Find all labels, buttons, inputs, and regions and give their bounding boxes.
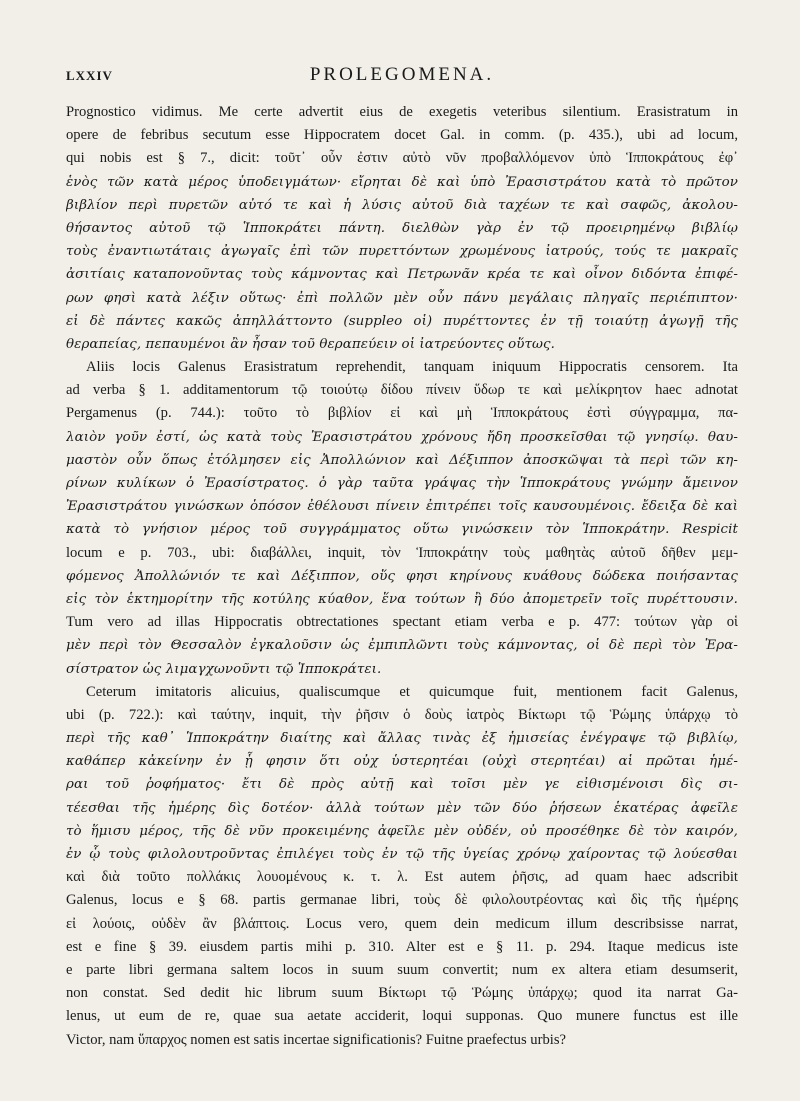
text-line: lenus, ut eum de re, quae sua aetate acciderit, loqui supponas. Quo munere functus est ille xyxy=(66,1008,738,1025)
text-line: ad verba § 1. additamentorum τῷ τοιούτῳ δίδου πίνειν ὕδωρ τε καὶ μελίκρητον haec adnotat xyxy=(66,382,738,399)
body-text xyxy=(66,101,738,1052)
text-line: εἰ δὲ πάντες κακῶς ἀπηλλάττοντο (suppleo οἱ) πυρέττοντες ἐν τῇ τοιαύτῃ ἀγωγῇ τῆς xyxy=(66,313,738,329)
text-line: τὸ ἥμισυ μέρος, τῆς δὲ νῦν προκειμένης ἀφεῖλε μὲν οὐδέν, οὐ προσέθηκε δὲ τὸν καιρόν, xyxy=(66,823,738,839)
text-line: βιβλίον περὶ πυρετῶν αὐτό τε καὶ ἡ λύσις αὐτοῦ διὰ ταχέων τε καὶ σαφῶς, ἀκολου- xyxy=(66,197,738,213)
text-line: ἀσιτίαις καταπονοῦντας τοὺς κάμνοντας καὶ Πετρωνᾶν κρέα τε καὶ οἶνον διδόντα ἐπιφέ- xyxy=(66,267,738,283)
text-line: est e fine § 39. eiusdem partis mihi p. 310. Alter est e § 11. p. 294. Itaque medicus iste xyxy=(66,938,738,955)
text-line: ρίνων κυλίκων ὁ Ἐρασίστρατος. ὁ γὰρ ταῦτα γράψας τὴν Ἱπποκράτους γνώμην ἄμεινον xyxy=(66,476,738,491)
text-line: Tum vero ad illas Hippocratis obtrectationes spectant etiam verba e p. 477: τούτων γὰρ οἱ xyxy=(66,614,738,631)
text-line: θήσαντος αὐτοῦ τῷ Ἱπποκράτει πάντη. διελθὼν γὰρ ἐν τῷ προειρημένῳ βιβλίῳ xyxy=(66,220,738,236)
text-line: non constat. Sed dedit hic librum suum Βίκτωρι τῷ Ῥώμης ὑπάρχῳ; quod ita narrat Ga- xyxy=(66,985,738,1002)
text-line: ἐν ᾧ τοὺς φιλολουτροῦντας ἐπιλέγει τοὺς ἐν τῷ τῆς ὑγείας χρόνῳ χαίροντας τῷ λούεσθαι xyxy=(66,847,738,862)
text-line: εἰς τὸν ἑκτημορίτην τῆς κοτύλης κύαθον, ἕνα τούτων ἢ δύο ἀπομετρεῖν τοῖς πυρέττουσιν. xyxy=(66,591,738,607)
text-line: Aliis locis Galenus Erasistratum reprehendit, tanquam iniquum Hippocratis censorem. Ita xyxy=(86,359,738,376)
text-line: ρων φησὶ κατὰ λέξιν οὕτως· ἐπὶ πολλῶν μὲν οὖν πάνυ μεγάλαις πληγαῖς περιέπιπτον· xyxy=(66,290,738,306)
text-line: κατὰ τὸ γνήσιον μέρος τοῦ συγγράμματος οὕτω γινώσκειν τὸν Ἱπποκράτην. Respicit xyxy=(66,522,738,538)
text-line: Victor, nam ὕπαρχος nomen est satis incertae significationis? Fuitne praefectus urbis? xyxy=(66,1031,566,1048)
text-line: καθάπερ κἀκείνην ἐν ᾗ φησιν ὅτι οὐχ ὑστερητέαι (οὐχὶ στερητέαι) αἱ πρῶται ἡμέ- xyxy=(66,754,738,770)
text-line: φόμενος Ἀπολλώνιόν τε καὶ Δέξιππον, οὕς φησι κηρίνους κυάθους δώδεκα ποιήσαντας xyxy=(66,568,738,584)
text-line: qui nobis est § 7., dicit: τοῦτ᾽ οὖν ἐστιν αὐτὸ νῦν προβαλλόμενον ὑπὸ Ἱπποκράτους ἐφ᾽ xyxy=(66,150,738,167)
page-title: PROLEGOMENA. xyxy=(309,64,495,85)
text-line: τέεσθαι τῆς ἡμέρης δὶς δοτέον· ἀλλὰ τούτων μὲν τῶν δύο ῥήσεων ἑκατέρας ἀφεῖλε xyxy=(66,800,738,816)
text-line: περὶ τῆς καθ᾽ Ἱπποκράτην διαίτης καὶ ἄλλας τινὰς ἐξ ἡμισείας ἐνέγραψε τῷ βιβλίῳ, xyxy=(66,731,738,747)
text-line: εἰ λούοις, οὐδὲν ἂν βλάπτοις. Locus vero, quem dein medicum illum describsisse narrat, xyxy=(66,915,738,932)
text-line: θεραπείας, πεπαυμένοι ἂν ἦσαν τοῦ θεραπεύειν οἱ ἰατρεύοντες οὕτως. xyxy=(66,336,555,352)
text-line: λαιὸν γοῦν ἐστί, ὡς κατὰ τοὺς Ἐρασιστράτου χρόνους ἤδη προσκεῖσθαι τῷ γνησίῳ. θαυ- xyxy=(66,429,738,445)
text-line: ἑνὸς τῶν κατὰ μέρος ὑποδειγμάτων· εἴρηται δὲ καὶ ὑπὸ Ἐρασιστράτου κατὰ τὸ πρῶτον xyxy=(66,174,738,190)
text-line: e parte libri germana saltem locos in suum suum convertit; num ex altera etiam desumserit, xyxy=(66,961,738,978)
text-line: τοὺς ἐναντιωτάταις ἀγωγαῖς ἐπὶ τῶν πυρεττόντων χρωμένους ἰατρούς, τούς τε μακραῖς xyxy=(66,244,738,260)
text-line: μαστὸν οὖν ὅπως ἐτόλμησεν εἰς Ἀπολλώνιον καὶ Δέξιππον ἀποσκῶψαι τὰ περὶ τῶν κη- xyxy=(66,452,738,468)
text-line: καὶ διὰ τοῦτο πολλάκις λουομένους κ. τ. λ. Est autem ῥῆσις, ad quam haec adscribit xyxy=(66,869,738,886)
text-line: Ἐρασιστράτου γινώσκων ὁπόσον ἐθέλουσι πίνειν ἐπιτρέπει τοῖς καυσουμένοις. ἔδειξα δὲ καὶ xyxy=(66,499,738,515)
running-head xyxy=(66,64,738,88)
text-line: locum e p. 703., ubi: διαβάλλει, inquit, τὸν Ἱπποκράτην τοὺς μαθητὰς αὐτοῦ δῆθεν μεμ- xyxy=(66,544,738,561)
text-line: Ceterum imitatoris alicuius, qualiscumque et quicumque fuit, mentionem facit Galenus, xyxy=(86,683,738,700)
text-line: Pergamenus (p. 744.): τοῦτο τὸ βιβλίον εἰ καὶ μὴ Ἱπποκράτους ἐστὶ σύγγραμμα, πα- xyxy=(66,405,738,422)
text-line: σίστρατον ὡς λιμαγχωνοῦντι τῷ Ἱπποκράτει. xyxy=(66,661,382,677)
text-line: μὲν περὶ τὸν Θεσσαλὸν ἐγκαλοῦσιν ὡς ἐμπιπλῶντι τοὺς κάμνοντας, οἱ δὲ περὶ τὸν Ἐρα- xyxy=(66,638,738,654)
text-line: ubi (p. 722.): καὶ ταύτην, inquit, τὴν ῥῆσιν ὁ δοὺς ἰατρὸς Βίκτωρι τῷ Ῥώμης ὑπάρχῳ τὸ xyxy=(66,706,738,723)
text-line: opere de febribus secutum esse Hippocratem docet Gal. in comm. (p. 435.), ubi ad locum, xyxy=(66,127,738,144)
page-number: LXXIV xyxy=(66,68,113,83)
text-line: ραι τοῦ ῥοφήματος· ἔτι δὲ πρὸς αὐτῇ καὶ τοῖσι μὲν γε εἰθισμένοισι δὶς σι- xyxy=(66,777,738,793)
text-line: Prognostico vidimus. Me certe advertit eius de exegetis veteribus silentium. Erasistratum in xyxy=(66,104,738,120)
text-line: Galenus, locus e § 68. partis germanae libri, τοὺς δὲ φιλολουτρέοντας καὶ δὶς τῆς ἡμέρης xyxy=(66,892,738,909)
